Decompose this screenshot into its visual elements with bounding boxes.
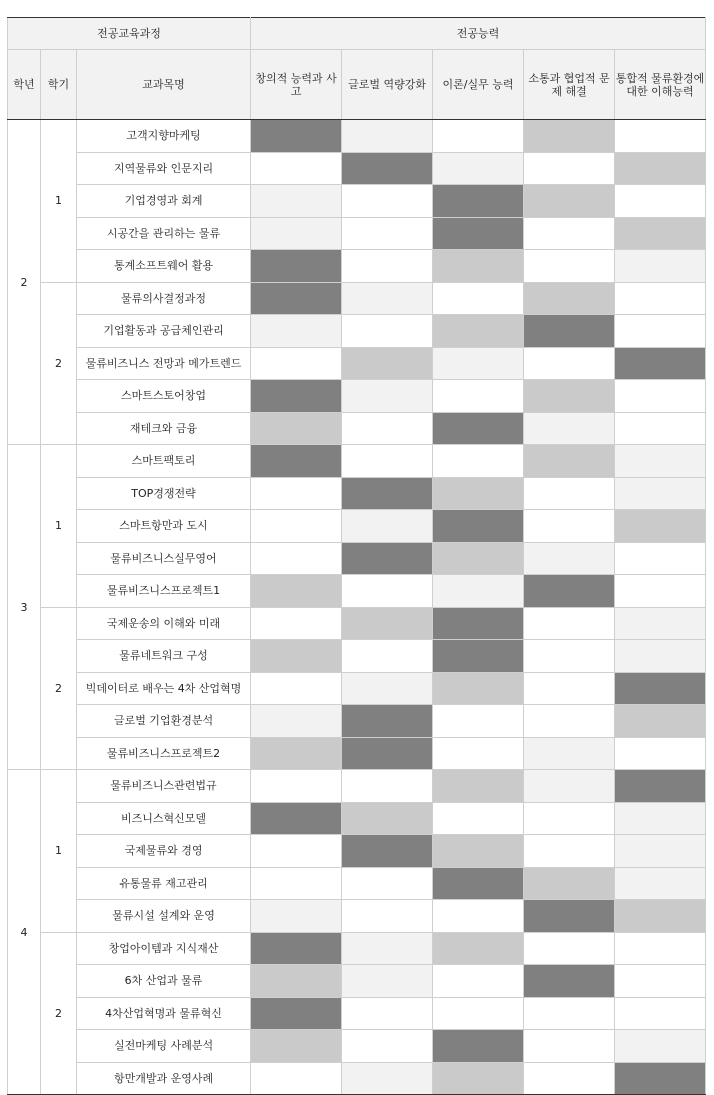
competency-cell-global <box>342 477 433 510</box>
competency-cell-theory-practice <box>433 997 524 1030</box>
competency-cell-integrated-logistics <box>615 282 706 315</box>
competency-cell-communication <box>524 965 615 998</box>
competency-cell-communication <box>524 867 615 900</box>
course-name-cell: 6차 산업과 물류 <box>77 965 251 998</box>
course-name-cell: 물류비즈니스 전망과 메가트렌드 <box>77 347 251 380</box>
competency-cell-global <box>342 575 433 608</box>
competency-cell-integrated-logistics <box>615 932 706 965</box>
competency-cell-global <box>342 282 433 315</box>
competency-cell-theory-practice <box>433 965 524 998</box>
competency-cell-integrated-logistics <box>615 737 706 770</box>
competency-cell-communication <box>524 1062 615 1095</box>
competency-cell-global <box>342 802 433 835</box>
course-name-cell: 창업아이템과 지식재산 <box>77 932 251 965</box>
competency-cell-creative <box>251 705 342 738</box>
header-group-curriculum: 전공교육과정 <box>8 18 251 50</box>
competency-cell-integrated-logistics <box>615 380 706 413</box>
competency-cell-creative <box>251 250 342 283</box>
table-row <box>8 282 706 315</box>
table-row <box>8 737 706 770</box>
competency-cell-theory-practice <box>433 380 524 413</box>
semester-cell: 1 <box>41 120 77 283</box>
competency-cell-communication <box>524 152 615 185</box>
semester-cell: 2 <box>41 607 77 770</box>
competency-cell-communication <box>524 250 615 283</box>
table-row <box>8 542 706 575</box>
course-name-cell: 기업경영과 회계 <box>77 185 251 218</box>
table-row <box>8 705 706 738</box>
table-row <box>8 607 706 640</box>
competency-cell-global <box>342 1062 433 1095</box>
header-competency-communication: 소통과 협업적 문제 해결 <box>524 50 615 120</box>
competency-cell-communication <box>524 835 615 868</box>
competency-cell-global <box>342 900 433 933</box>
table-row <box>8 120 706 153</box>
competency-cell-communication <box>524 542 615 575</box>
course-name-cell: 시공간을 관리하는 물류 <box>77 217 251 250</box>
competency-cell-theory-practice <box>433 640 524 673</box>
competency-cell-global <box>342 445 433 478</box>
table-row <box>8 445 706 478</box>
competency-cell-global <box>342 315 433 348</box>
table-row <box>8 1062 706 1095</box>
competency-cell-theory-practice <box>433 1062 524 1095</box>
table-row <box>8 900 706 933</box>
year-cell: 2 <box>8 120 41 445</box>
competency-cell-communication <box>524 932 615 965</box>
table-row <box>8 997 706 1030</box>
table-row <box>8 835 706 868</box>
competency-cell-creative <box>251 380 342 413</box>
competency-cell-communication <box>524 640 615 673</box>
competency-cell-communication <box>524 575 615 608</box>
course-name-cell: 항만개발과 운영사례 <box>77 1062 251 1095</box>
competency-cell-theory-practice <box>433 445 524 478</box>
competency-cell-integrated-logistics <box>615 445 706 478</box>
table-row <box>8 347 706 380</box>
competency-cell-integrated-logistics <box>615 412 706 445</box>
competency-cell-creative <box>251 217 342 250</box>
competency-matrix-table <box>7 17 706 1095</box>
header-year: 학년 <box>8 50 41 120</box>
course-name-cell: 실전마케팅 사례분석 <box>77 1030 251 1063</box>
competency-cell-communication <box>524 672 615 705</box>
competency-cell-theory-practice <box>433 1030 524 1063</box>
year-cell: 4 <box>8 770 41 1095</box>
competency-cell-global <box>342 120 433 153</box>
year-cell: 3 <box>8 445 41 770</box>
competency-cell-creative <box>251 120 342 153</box>
competency-cell-theory-practice <box>433 477 524 510</box>
competency-cell-communication <box>524 120 615 153</box>
course-name-cell: 고객지향마케팅 <box>77 120 251 153</box>
table-row <box>8 932 706 965</box>
course-name-cell: 기업활동과 공급체인관리 <box>77 315 251 348</box>
course-name-cell: 글로벌 기업환경분석 <box>77 705 251 738</box>
course-name-cell: 물류비즈니스프로젝트1 <box>77 575 251 608</box>
course-name-cell: 지역물류와 인문지리 <box>77 152 251 185</box>
competency-cell-integrated-logistics <box>615 997 706 1030</box>
competency-cell-global <box>342 770 433 803</box>
competency-cell-global <box>342 250 433 283</box>
competency-cell-communication <box>524 997 615 1030</box>
competency-cell-integrated-logistics <box>615 477 706 510</box>
competency-cell-communication <box>524 185 615 218</box>
competency-cell-theory-practice <box>433 932 524 965</box>
competency-cell-creative <box>251 672 342 705</box>
competency-cell-global <box>342 672 433 705</box>
competency-cell-global <box>342 185 433 218</box>
competency-cell-global <box>342 542 433 575</box>
table-row <box>8 185 706 218</box>
competency-cell-creative <box>251 510 342 543</box>
competency-cell-integrated-logistics <box>615 1030 706 1063</box>
course-name-cell: 비즈니스혁신모델 <box>77 802 251 835</box>
competency-cell-theory-practice <box>433 152 524 185</box>
competency-cell-communication <box>524 1030 615 1063</box>
header-competency-creative: 창의적 능력과 사고 <box>251 50 342 120</box>
competency-cell-global <box>342 152 433 185</box>
competency-cell-theory-practice <box>433 575 524 608</box>
competency-cell-integrated-logistics <box>615 607 706 640</box>
competency-cell-integrated-logistics <box>615 315 706 348</box>
course-name-cell: 빅데이터로 배우는 4차 산업혁명 <box>77 672 251 705</box>
course-name-cell: TOP경쟁전략 <box>77 477 251 510</box>
header-course-name: 교과목명 <box>77 50 251 120</box>
competency-cell-creative <box>251 835 342 868</box>
competency-cell-integrated-logistics <box>615 802 706 835</box>
competency-cell-communication <box>524 477 615 510</box>
competency-cell-global <box>342 867 433 900</box>
competency-cell-communication <box>524 705 615 738</box>
competency-cell-creative <box>251 867 342 900</box>
competency-cell-theory-practice <box>433 282 524 315</box>
competency-cell-creative <box>251 965 342 998</box>
competency-cell-creative <box>251 997 342 1030</box>
table-row <box>8 672 706 705</box>
competency-cell-global <box>342 412 433 445</box>
competency-cell-global <box>342 607 433 640</box>
course-name-cell: 4차산업혁명과 물류혁신 <box>77 997 251 1030</box>
course-name-cell: 스마트스토어창업 <box>77 380 251 413</box>
competency-cell-creative <box>251 1030 342 1063</box>
course-name-cell: 국제물류와 경영 <box>77 835 251 868</box>
competency-cell-global <box>342 737 433 770</box>
course-name-cell: 재테크와 금융 <box>77 412 251 445</box>
course-name-cell: 통계소프트웨어 활용 <box>77 250 251 283</box>
competency-cell-integrated-logistics <box>615 347 706 380</box>
course-name-cell: 물류네트워크 구성 <box>77 640 251 673</box>
competency-cell-integrated-logistics <box>615 510 706 543</box>
competency-cell-global <box>342 1030 433 1063</box>
competency-cell-global <box>342 965 433 998</box>
competency-cell-creative <box>251 152 342 185</box>
competency-cell-global <box>342 347 433 380</box>
competency-cell-integrated-logistics <box>615 672 706 705</box>
competency-cell-global <box>342 380 433 413</box>
competency-cell-integrated-logistics <box>615 542 706 575</box>
competency-cell-communication <box>524 900 615 933</box>
course-name-cell: 물류비즈니스관련법규 <box>77 770 251 803</box>
competency-cell-theory-practice <box>433 835 524 868</box>
table-row <box>8 640 706 673</box>
competency-cell-global <box>342 510 433 543</box>
competency-cell-theory-practice <box>433 802 524 835</box>
competency-cell-theory-practice <box>433 705 524 738</box>
competency-cell-integrated-logistics <box>615 867 706 900</box>
competency-cell-theory-practice <box>433 120 524 153</box>
course-name-cell: 물류비즈니스프로젝트2 <box>77 737 251 770</box>
competency-cell-theory-practice <box>433 770 524 803</box>
table-row <box>8 770 706 803</box>
course-name-cell: 유통물류 재고관리 <box>77 867 251 900</box>
table-body <box>8 120 706 1095</box>
semester-cell: 2 <box>41 932 77 1095</box>
competency-cell-integrated-logistics <box>615 640 706 673</box>
competency-cell-creative <box>251 477 342 510</box>
competency-cell-integrated-logistics <box>615 250 706 283</box>
competency-cell-communication <box>524 802 615 835</box>
competency-cell-theory-practice <box>433 672 524 705</box>
competency-cell-global <box>342 997 433 1030</box>
course-name-cell: 스마트팩토리 <box>77 445 251 478</box>
competency-cell-global <box>342 705 433 738</box>
competency-cell-integrated-logistics <box>615 217 706 250</box>
table-row <box>8 380 706 413</box>
competency-cell-integrated-logistics <box>615 185 706 218</box>
competency-cell-creative <box>251 412 342 445</box>
competency-cell-communication <box>524 315 615 348</box>
semester-cell: 2 <box>41 282 77 445</box>
table-row <box>8 412 706 445</box>
table-row <box>8 250 706 283</box>
competency-cell-integrated-logistics <box>615 900 706 933</box>
competency-cell-theory-practice <box>433 737 524 770</box>
competency-cell-creative <box>251 607 342 640</box>
competency-cell-creative <box>251 802 342 835</box>
table-row <box>8 802 706 835</box>
competency-cell-theory-practice <box>433 185 524 218</box>
competency-cell-creative <box>251 282 342 315</box>
competency-cell-creative <box>251 315 342 348</box>
table-row <box>8 965 706 998</box>
competency-cell-communication <box>524 737 615 770</box>
competency-cell-global <box>342 835 433 868</box>
competency-cell-communication <box>524 380 615 413</box>
competency-cell-global <box>342 640 433 673</box>
course-name-cell: 물류시설 설계와 운영 <box>77 900 251 933</box>
course-name-cell: 스마트항만과 도시 <box>77 510 251 543</box>
semester-cell: 1 <box>41 445 77 608</box>
table-row <box>8 575 706 608</box>
competency-cell-theory-practice <box>433 347 524 380</box>
competency-cell-communication <box>524 770 615 803</box>
table-row <box>8 315 706 348</box>
competency-cell-integrated-logistics <box>615 152 706 185</box>
header-group-competency: 전공능력 <box>251 18 706 50</box>
competency-cell-theory-practice <box>433 867 524 900</box>
competency-cell-integrated-logistics <box>615 770 706 803</box>
competency-cell-integrated-logistics <box>615 705 706 738</box>
competency-cell-creative <box>251 347 342 380</box>
header-semester: 학기 <box>41 50 77 120</box>
competency-cell-communication <box>524 217 615 250</box>
table-row <box>8 510 706 543</box>
header-competency-global: 글로벌 역량강화 <box>342 50 433 120</box>
competency-cell-theory-practice <box>433 250 524 283</box>
table-row <box>8 152 706 185</box>
competency-cell-global <box>342 217 433 250</box>
competency-cell-creative <box>251 575 342 608</box>
semester-cell: 1 <box>41 770 77 933</box>
competency-cell-theory-practice <box>433 900 524 933</box>
table-row <box>8 477 706 510</box>
competency-cell-theory-practice <box>433 217 524 250</box>
competency-cell-creative <box>251 932 342 965</box>
competency-cell-global <box>342 932 433 965</box>
competency-cell-communication <box>524 347 615 380</box>
course-name-cell: 물류의사결정과정 <box>77 282 251 315</box>
table-row <box>8 867 706 900</box>
course-name-cell: 국제운송의 이해와 미래 <box>77 607 251 640</box>
competency-cell-communication <box>524 445 615 478</box>
competency-cell-integrated-logistics <box>615 120 706 153</box>
competency-cell-integrated-logistics <box>615 1062 706 1095</box>
competency-cell-theory-practice <box>433 412 524 445</box>
course-name-cell: 물류비즈니스실무영어 <box>77 542 251 575</box>
competency-cell-creative <box>251 770 342 803</box>
competency-cell-creative <box>251 185 342 218</box>
competency-cell-creative <box>251 1062 342 1095</box>
competency-cell-communication <box>524 412 615 445</box>
competency-cell-creative <box>251 542 342 575</box>
competency-cell-creative <box>251 900 342 933</box>
table-row <box>8 217 706 250</box>
header-competency-integrated-logistics: 통합적 물류환경에 대한 이해능력 <box>615 50 706 120</box>
header-competency-theory-practice: 이론/실무 능력 <box>433 50 524 120</box>
table-row <box>8 1030 706 1063</box>
competency-cell-theory-practice <box>433 542 524 575</box>
competency-cell-creative <box>251 737 342 770</box>
competency-cell-integrated-logistics <box>615 575 706 608</box>
competency-cell-communication <box>524 607 615 640</box>
table-header <box>8 18 706 120</box>
competency-cell-creative <box>251 640 342 673</box>
competency-cell-integrated-logistics <box>615 965 706 998</box>
competency-cell-theory-practice <box>433 510 524 543</box>
competency-cell-integrated-logistics <box>615 835 706 868</box>
competency-cell-communication <box>524 510 615 543</box>
competency-cell-communication <box>524 282 615 315</box>
competency-cell-theory-practice <box>433 607 524 640</box>
competency-cell-theory-practice <box>433 315 524 348</box>
competency-cell-creative <box>251 445 342 478</box>
